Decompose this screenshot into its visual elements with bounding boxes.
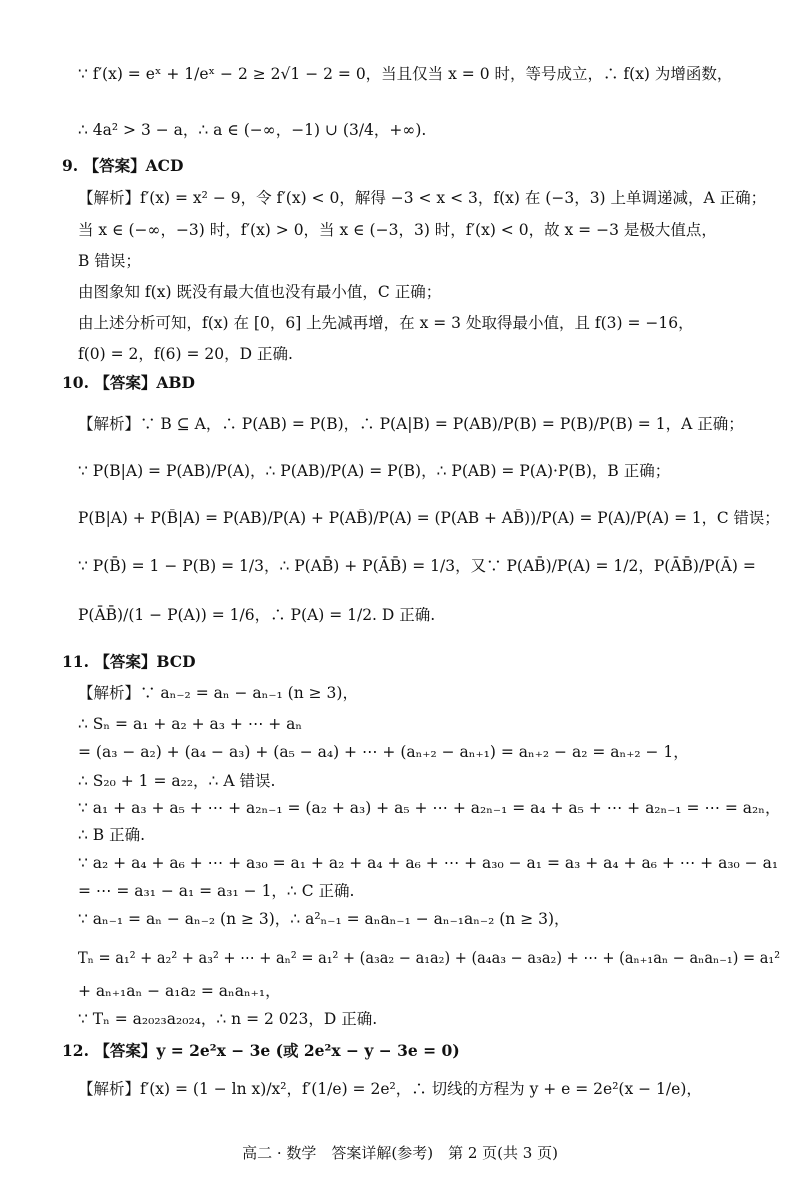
question-9-answer: 9. 【答案】ACD <box>62 156 184 175</box>
text-line: ∵ a₁ + a₃ + a₅ + ⋯ + a₂ₙ₋₁ = (a₂ + a₃) + a₅ + ⋯ + a₂ₙ₋₁ = a₄ + a₅ + ⋯ + a₂ₙ₋₁ = ⋯ = a₂ₙ， <box>78 799 781 817</box>
text-line: ∴ B 正确. <box>78 826 146 844</box>
text-line: ∵ P(B̄) = 1 − P(B) = 1/3，∴ P(AB̄) + P(ĀB̄) = 1/3，又∵ P(AB̄)/P(A) = 1/2，P(ĀB̄)/P(Ā) = <box>78 557 756 575</box>
text-line: Tₙ = a₁² + a₂² + a₃² + ⋯ + aₙ² = a₁² + (a₃a₂ − a₁a₂) + (a₄a₃ − a₃a₂) + ⋯ + (aₙ₊₁aₙ − aₙaₙ₋₁) = a₁² <box>78 949 781 967</box>
text-line: ∵ Tₙ = a₂₀₂₃a₂₀₂₄，∴ n = 2 023，D 正确. <box>78 1010 378 1028</box>
text-line: 【解析】∵ B ⊆ A，∴ P(AB) = P(B)，∴ P(A|B) = P(AB)/P(B) = P(B)/P(B) = 1，A 正确； <box>78 415 744 433</box>
text-line: P(B|A) + P(B̄|A) = P(AB)/P(A) + P(AB̄)/P(A) = (P(AB + AB̄))/P(A) = P(A)/P(A) = 1，C 错误； <box>78 509 780 527</box>
text-line: 当 x ∈ (−∞，−3) 时，f′(x) > 0，当 x ∈ (−3，3) 时，f′(x) < 0，故 x = −3 是极大值点， <box>78 221 717 239</box>
text-line: f(0) = 2，f(6) = 20，D 正确. <box>78 345 293 363</box>
text-line: ∵ a₂ + a₄ + a₆ + ⋯ + a₃₀ = a₁ + a₂ + a₄ + a₆ + ⋯ + a₃₀ − a₁ = a₃ + a₄ + a₆ + ⋯ + a₃₀ − a₁ <box>78 854 779 872</box>
text-line: 由图象知 f(x) 既没有最大值也没有最小值，C 正确； <box>78 283 442 301</box>
text-line: ∵ f′(x) = eˣ + 1/eˣ − 2 ≥ 2√1 − 2 = 0，当且仅当 x = 0 时，等号成立，∴ f(x) 为增函数， <box>78 65 733 83</box>
page-footer: 高二 · 数学 答案详解(参考) 第 2 页(共 3 页) <box>242 1144 558 1162</box>
question-12-answer: 12. 【答案】y = 2e²x − 3e (或 2e²x − y − 3e = 0) <box>62 1041 460 1060</box>
question-11-answer: 11. 【答案】BCD <box>62 652 196 671</box>
text-line: ∴ Sₙ = a₁ + a₂ + a₃ + ⋯ + aₙ <box>78 715 303 733</box>
text-line: ∵ aₙ₋₁ = aₙ − aₙ₋₂ (n ≥ 3)，∴ a²ₙ₋₁ = aₙaₙ₋₁ − aₙ₋₁aₙ₋₂ (n ≥ 3)， <box>78 910 570 928</box>
text-line: ∴ S₂₀ + 1 = a₂₂，∴ A 错误. <box>78 772 276 790</box>
text-line: 【解析】f′(x) = (1 − ln x)/x²，f′(1/e) = 2e²，∴ 切线的方程为 y + e = 2e²(x − 1/e)， <box>78 1080 702 1098</box>
text-line: 【解析】∵ aₙ₋₂ = aₙ − aₙ₋₁ (n ≥ 3)， <box>78 684 358 702</box>
text-line: = (a₃ − a₂) + (a₄ − a₃) + (a₅ − a₄) + ⋯ + (aₙ₊₂ − aₙ₊₁) = aₙ₊₂ − a₂ = aₙ₊₂ − 1， <box>78 743 689 761</box>
text-line: ∴ 4a² > 3 − a，∴ a ∈ (−∞，−1) ∪ (3/4，+∞). <box>78 121 427 139</box>
text-line: ∵ P(B|A) = P(AB)/P(A)，∴ P(AB)/P(A) = P(B)，∴ P(AB) = P(A)·P(B)，B 正确； <box>78 462 671 480</box>
text-line: 由上述分析可知，f(x) 在 [0，6] 上先减再增，在 x = 3 处取得最小值，且 f(3) = −16， <box>78 314 694 332</box>
text-line: 【解析】f′(x) = x² − 9，令 f′(x) < 0，解得 −3 < x < 3，f(x) 在 (−3，3) 上单调递减，A 正确； <box>78 189 767 207</box>
text-line: = ⋯ = a₃₁ − a₁ = a₃₁ − 1，∴ C 正确. <box>78 882 355 900</box>
text-line: B 错误； <box>78 252 141 270</box>
question-10-answer: 10. 【答案】ABD <box>62 373 195 392</box>
text-line: P(ĀB̄)/(1 − P(A)) = 1/6，∴ P(A) = 1/2. D 正确. <box>78 606 436 624</box>
text-line: + aₙ₊₁aₙ − a₁a₂ = aₙaₙ₊₁， <box>78 982 281 1000</box>
